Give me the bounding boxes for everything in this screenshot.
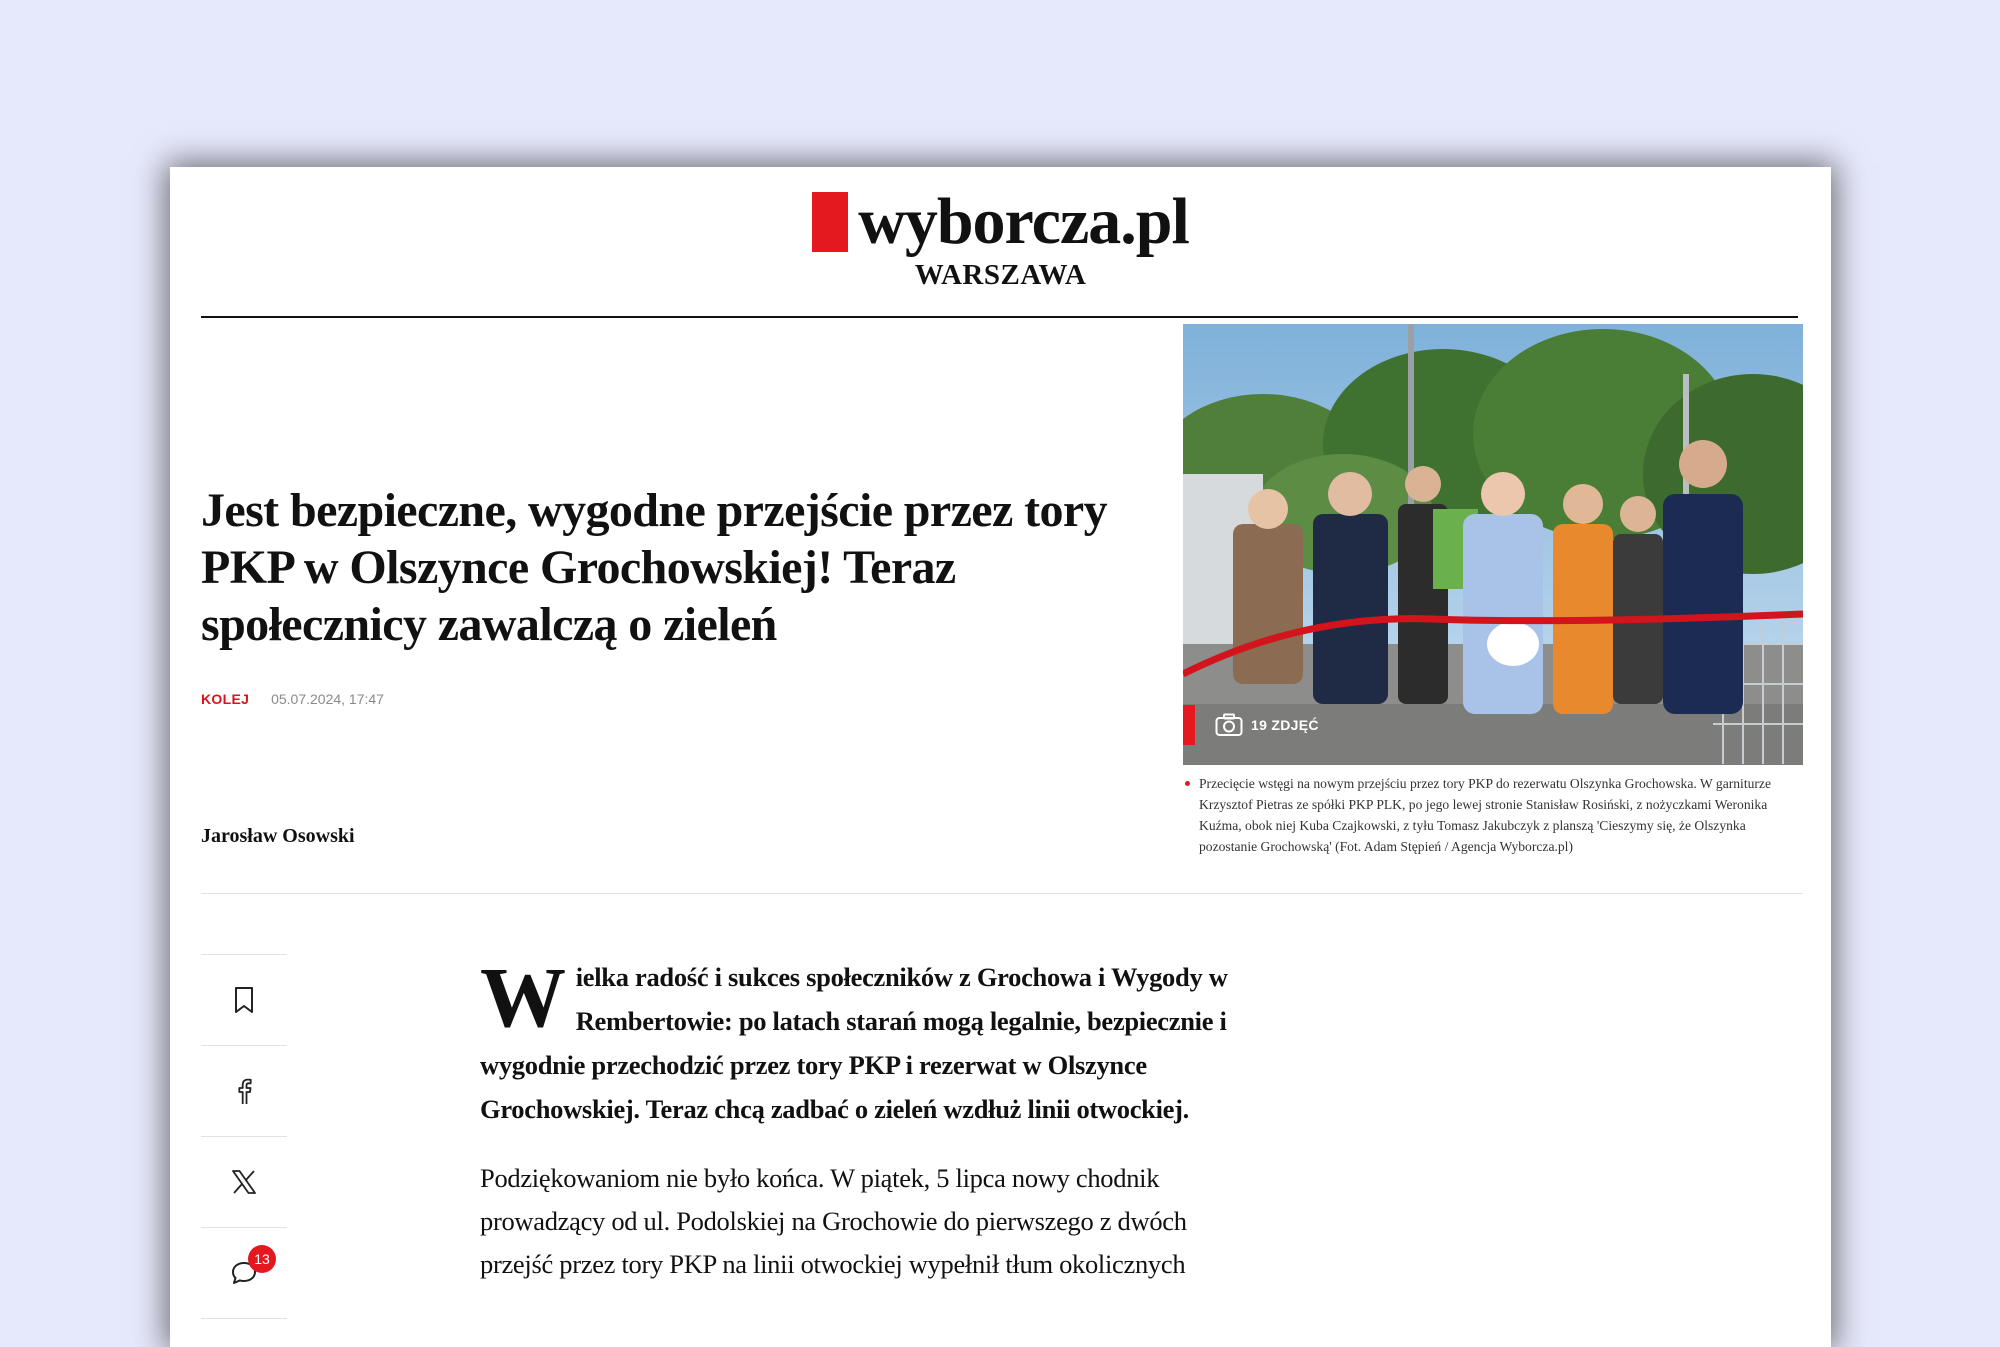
content-divider bbox=[201, 893, 1803, 894]
gallery-badge[interactable] bbox=[1183, 705, 1319, 745]
drop-cap: W bbox=[480, 949, 566, 1045]
gallery-badge-strip bbox=[1183, 705, 1195, 745]
comments-button[interactable] bbox=[201, 1227, 287, 1319]
facebook-icon bbox=[236, 1077, 252, 1105]
caption-text: Przecięcie wstęgi na nowym przejściu przez tory PKP do rezerwatu Olszynka Grochowska. W garniturze Krzysztof Pietras ze spółki PKP PLK, po jego lewej stronie Stanisław Rosiński, z nożyczkami Weronika Kuźma, obok niej Kuba Czajkowski, z tyłu Tomasz Jakubczyk z planszą 'Cieszymy się, że Olszynka pozostanie Grochowską' (Fot. Adam Stępień / Agencja Wyborcza.pl) bbox=[1199, 776, 1771, 854]
x-icon bbox=[231, 1169, 257, 1195]
bookmark-icon bbox=[233, 986, 255, 1014]
article-paragraph: Podziękowaniom nie było końca. W piątek, 5 lipca nowy chodnik prowadzący od ul. Podolskiej na Grochowie do pierwszego z dwóch przejść przez tory PKP na linii otwockiej wypełnił tłum okolicznych bbox=[480, 1163, 1187, 1279]
article-lead bbox=[480, 949, 1260, 1131]
bookmark-button[interactable] bbox=[201, 954, 287, 1045]
header-divider bbox=[201, 316, 1798, 318]
publish-date: 05.07.2024, 17:47 bbox=[271, 691, 384, 707]
article-body bbox=[480, 949, 1260, 1286]
article-photo[interactable] bbox=[1183, 324, 1803, 765]
lead-text: ielka radość i sukces społeczników z Grochowa i Wygody w Rembertowie: po latach starań mogą legalnie, bezpiecznie i wygodnie przechodzić przez tory PKP i rezerwat w Olszynce Grochowskiej. Teraz chcą zadbać o zieleń wzdłuż linii otwockiej. bbox=[480, 962, 1228, 1124]
article-page bbox=[170, 167, 1831, 1347]
masthead bbox=[170, 185, 1831, 292]
gallery-count: 19 ZDJĘĆ bbox=[1251, 717, 1319, 733]
caption-bullet bbox=[1185, 781, 1190, 786]
x-share-button[interactable] bbox=[201, 1136, 287, 1227]
comment-count-badge: 13 bbox=[248, 1245, 276, 1273]
share-rail bbox=[201, 954, 287, 1319]
camera-icon bbox=[1215, 713, 1243, 737]
author-name[interactable]: Jarosław Osowski bbox=[201, 825, 355, 847]
site-logo[interactable] bbox=[812, 185, 1189, 258]
article-meta bbox=[201, 691, 384, 707]
article-headline: Jest bezpieczne, wygodne przejście przez tory PKP w Olszynce Grochowskiej! Teraz społecznicy zawalczą o zieleń bbox=[201, 484, 1108, 651]
photo-illustration bbox=[1183, 324, 1803, 765]
logo-text: wyborcza.pl bbox=[858, 185, 1189, 258]
facebook-share-button[interactable] bbox=[201, 1045, 287, 1136]
category-tag[interactable]: KOLEJ bbox=[201, 691, 250, 707]
photo-caption bbox=[1183, 773, 1803, 857]
logo-square bbox=[812, 192, 848, 252]
section-name[interactable]: WARSZAWA bbox=[914, 259, 1087, 291]
